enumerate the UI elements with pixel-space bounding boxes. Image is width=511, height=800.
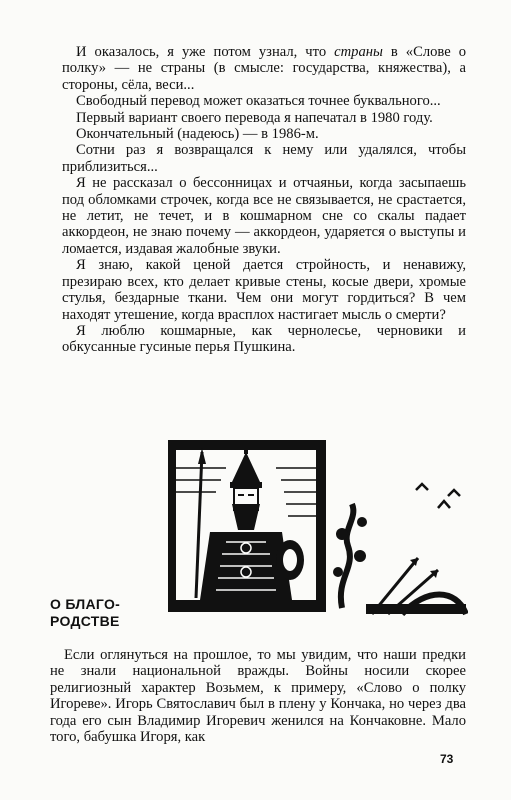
paragraph-1: И оказалось, я уже потом узнал, что страны в «Слове о полку» — не страны (в смысле: государства, княжества), а стороны, сёла, веси...: [62, 44, 466, 93]
paragraph-5: Сотни раз я возвращался к нему или удалялся, чтобы приблизиться...: [62, 142, 466, 175]
paragraph-4: Окончательный (надеюсь) — в 1986-м.: [76, 126, 319, 143]
section-title-line: О БЛАГО-: [50, 596, 121, 612]
page-number: 73: [440, 752, 454, 766]
woodcut-illustration: [166, 438, 468, 616]
main-text: [62, 44, 466, 356]
paragraph-2: Свободный перевод может оказаться точнее буквального...: [76, 93, 441, 110]
paragraph-7: Я знаю, какой ценой дается стройность, и ненавижу, презираю всех, кто делает кривые стены, косые двери, хромые стулья, бездарные ткани. Чем они могут гордиться? В чем находят утешение, когда врасплох настигает мысль о смерти?: [62, 257, 466, 323]
section-title-line: РОДСТВЕ: [50, 613, 120, 629]
paragraph-3: Первый вариант своего перевода я напечатал в 1980 году.: [76, 109, 433, 126]
section-title: [50, 596, 120, 630]
paragraph-6: Я не рассказал о бессонницах и отчаяньи, когда засыпаешь под обломками строчек, когда все не связывается, не срастается, не летит, не течет, и в кошмарном сне со скалы падает аккордеон, не знаю почему — аккордеон, ударяется о выступы и ломается, издавая жалобные звуки.: [62, 175, 466, 257]
italic-word: страны: [334, 44, 383, 60]
section-text: [50, 647, 466, 745]
paragraph-8: Я люблю кошмарные, как чернолесье, черновики и обкусанные гусиные перья Пушкина.: [62, 322, 466, 356]
section-paragraph: Если оглянуться на прошлое, то мы увидим, что наши предки не знали национальной вражды. Войны носили скорее религиозный характер Возьмем, к примеру, «Слово о полку Игореве». Игорь Святославич был в плену у Кончака, но через два года его сын Владимир Игоревич женился на Кончаковне. Мало того, бабушка Игоря, как: [50, 647, 466, 746]
